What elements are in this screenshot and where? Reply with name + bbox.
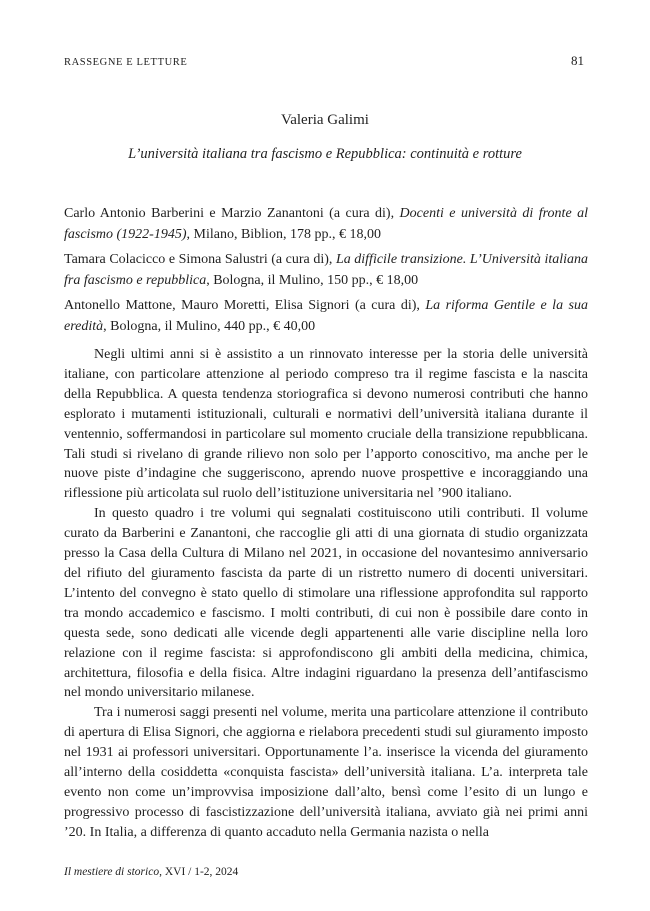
book-entry [64,249,588,291]
journal-footer [64,866,238,878]
page-number: 81 [571,53,584,68]
reviewed-books-list [64,203,588,337]
book-entry [64,203,588,245]
book-title: La riforma Gentile e la sua eredità [64,298,588,334]
book-entry [64,295,588,337]
book-editors: Antonello Mattone, Mauro Moretti, Elisa Signori (a cura di), [64,298,426,313]
body-paragraph: Tra i numerosi saggi presenti nel volume, merita una particolare attenzione il contributo di apertura di Elisa Signori, che aggiorna e rielabora precedenti studi sul giuramento imposto nel 1931 ai professori universitari. Opportunamente l’a. inserisce la vicenda del giuramento all’interno della cosiddetta «conquista fascista» dell’università italiana. L’a. interpreta tale evento non come un’improvvisa imposizione dall’alto, bensì come l’esito di un lungo e progressivo processo di fascistizzazione dell’università italiana, avviato già nei primi anni ’20. In Italia, a differenza di quanto accaduto nella Germania nazista o nella [64,705,588,840]
review-author: Valeria Galimi [281,112,369,128]
journal-name: Il mestiere di storico [64,866,160,878]
review-title: L’università italiana tra fascismo e Repubblica: continuità e rotture [128,146,522,162]
book-title: Docenti e università di fronte al fascismo (1922-1945) [64,206,588,242]
body-paragraph: Negli ultimi anni si è assistito a un rinnovato interesse per la storia delle università italiane, con particolare attenzione al periodo compreso tra il regime fascista e la nascita della Repubblica. A questa tendenza storiografica si devono numerosi contributi che hanno esplorato i mutamenti istituzionali, culturali e normativi dell’università italiana durante il ventennio, soffermandosi in particolare sul momento cruciale della transizione repubblicana. Tali studi si rivelano di grande rilievo non solo per l’apporto conoscitivo, ma anche per le nuove piste d’indagine che suggeriscono, aprendo nuove prospettive e incoraggiando una riflessione più articolata sul ruolo dell’istituzione universitaria nel ’900 italiano. [64,347,588,502]
book-publication: , Bologna, il Mulino, 150 pp., € 18,00 [206,273,419,288]
book-editors: Tamara Colacicco e Simona Salustri (a cura di), [64,252,336,267]
review-body [64,345,588,843]
running-head: RASSEGNE E LETTURE [64,57,188,68]
book-editors: Carlo Antonio Barberini e Marzio Zanantoni (a cura di), [64,206,400,221]
book-publication: , Bologna, il Mulino, 440 pp., € 40,00 [103,319,316,334]
body-paragraph: In questo quadro i tre volumi qui segnalati costituiscono utili contributi. Il volume curato da Barberini e Zanantoni, che raccoglie gli atti di una giornata di studio organizzata presso la Casa della Cultura di Milano nel 2021, in occasione del novantesimo anniversario del rifiuto del giuramento fascista da parte di un ristretto numero di docenti universitari. L’intento del convegno è stato quello di stimolare una riflessione approfondita sul rapporto tra mondo accademico e fascismo. I molti contributi, di cui non è possibile dare conto in questa sede, sono dedicati alle vicende degli appartenenti alle varie discipline nella loro relazione con il regime fascista: si approfondiscono gli ambiti della medicina, chimica, architettura, filosofia e della fisica. Altre indagini riguardano la presenza dell’antifascismo nel mondo universitario milanese. [64,506,588,701]
book-title: La difficile transizione. L’Università italiana fra fascismo e repubblica [64,252,589,288]
book-publication: , Milano, Biblion, 178 pp., € 18,00 [186,227,381,242]
journal-issue: , XVI / 1-2, 2024 [159,866,239,878]
